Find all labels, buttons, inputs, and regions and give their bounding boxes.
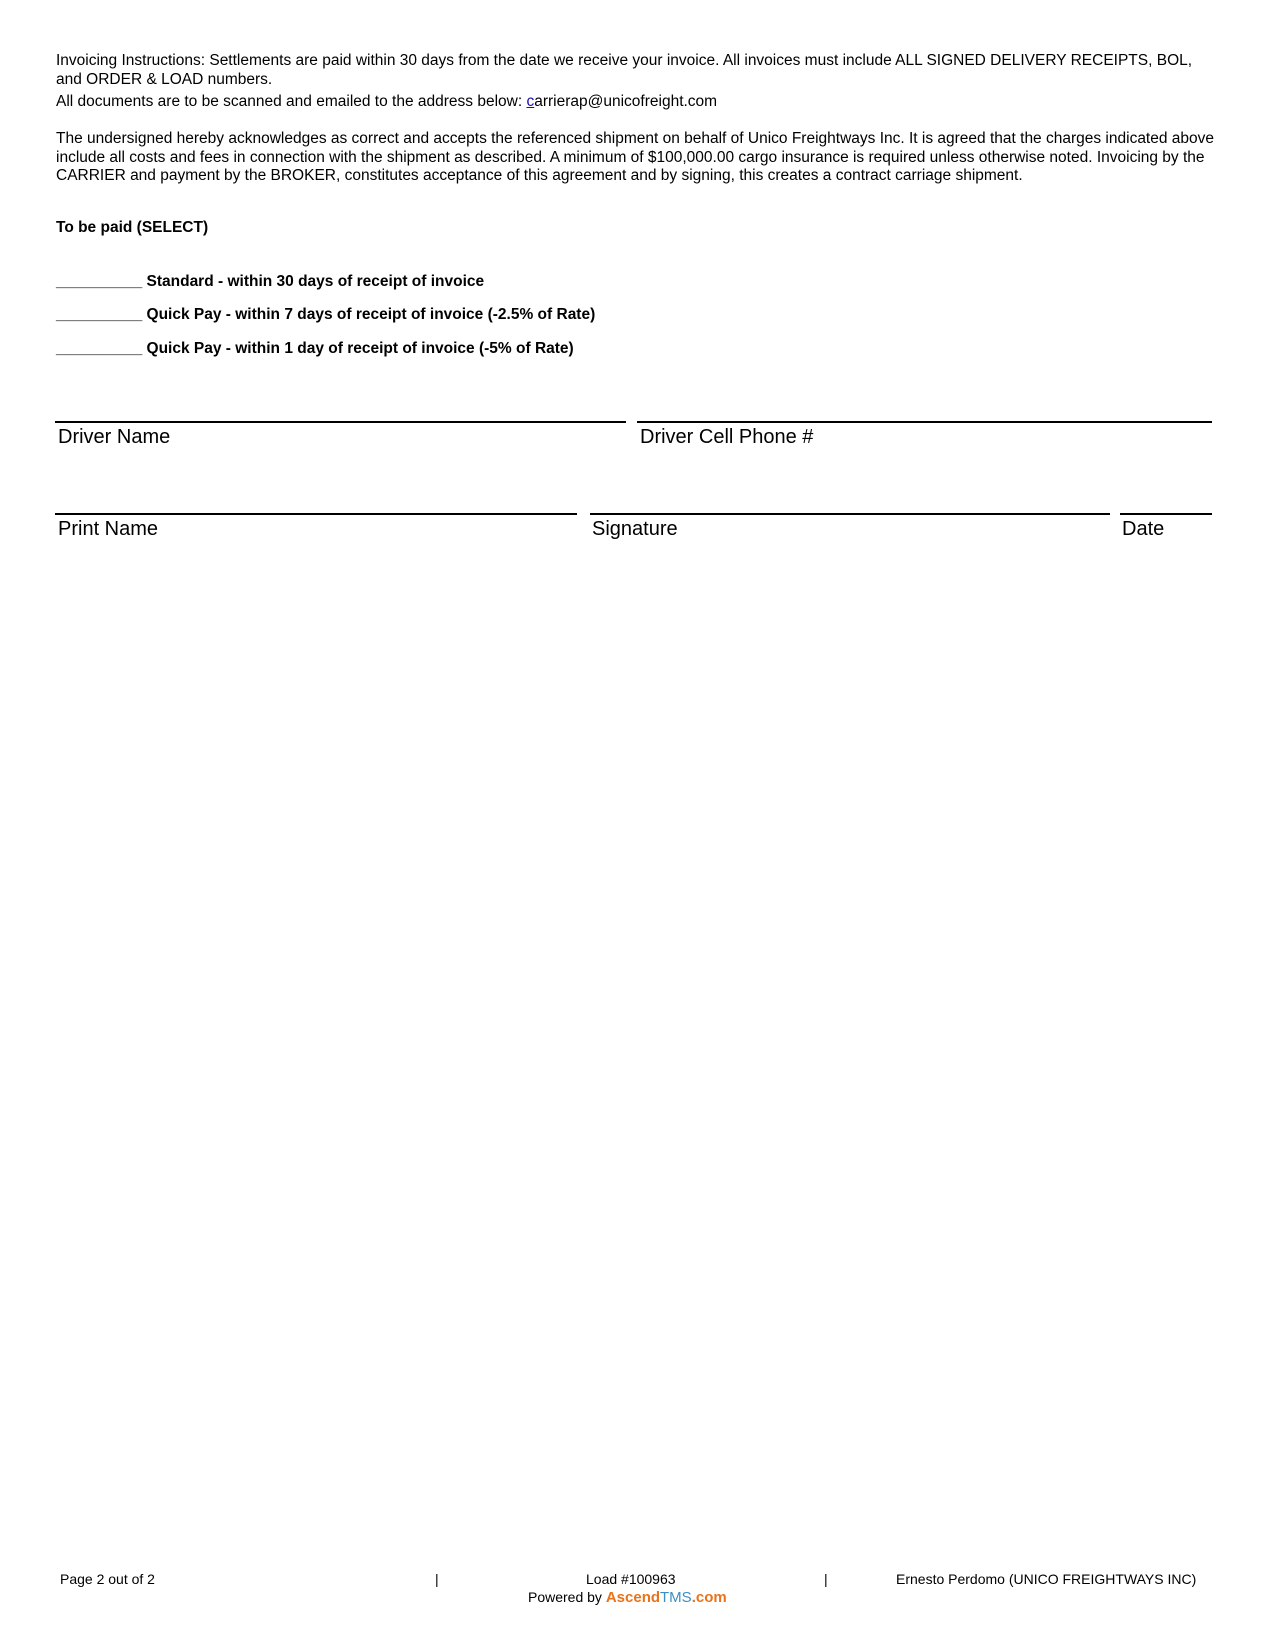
payment-option-standard: __________ Standard - within 30 days of receipt of invoice: [56, 273, 485, 290]
scan-instructions-text: All documents are to be scanned and emailed to the address below:: [56, 93, 527, 110]
driver-name-line[interactable]: [55, 421, 626, 423]
footer-separator-left: |: [435, 1571, 439, 1587]
scan-instructions: [56, 93, 1221, 112]
email-link-first-char[interactable]: c: [526, 93, 535, 110]
load-number: Load #100963: [586, 1571, 676, 1587]
brand-logo-tms: TMS: [660, 1589, 692, 1606]
powered-by-text: Powered by: [528, 1589, 606, 1605]
footer-separator-right: |: [824, 1571, 828, 1587]
powered-by: [528, 1589, 727, 1606]
driver-name-label: Driver Name: [58, 426, 171, 448]
driver-phone-line[interactable]: [637, 421, 1212, 423]
driver-phone-label: Driver Cell Phone #: [640, 426, 814, 448]
payment-option-quick-pay-1-day: __________ Quick Pay - within 1 day of receipt of invoice (-5% of Rate): [56, 340, 574, 357]
date-line[interactable]: [1120, 513, 1212, 515]
page-number: Page 2 out of 2: [60, 1571, 155, 1587]
brand-logo-ascend: Ascend: [605, 1589, 661, 1606]
signature-line[interactable]: [590, 513, 1110, 515]
payment-heading: To be paid (SELECT): [56, 219, 209, 236]
invoicing-instructions: Invoicing Instructions: Settlements are paid within 30 days from the date we receive your invoice. All invoices must include ALL SIGNED DELIVERY RECEIPTS, BOL, and ORDER & LOAD numbers.: [56, 52, 1193, 88]
print-name-label: Print Name: [58, 518, 159, 540]
payment-option-quick-pay-7-day: __________ Quick Pay - within 7 days of receipt of invoice (-2.5% of Rate): [56, 306, 596, 323]
date-label: Date: [1122, 518, 1165, 540]
signature-label: Signature: [592, 518, 678, 540]
print-name-line[interactable]: [55, 513, 577, 515]
acknowledgement-paragraph: The undersigned hereby acknowledges as correct and accepts the referenced shipment on behalf of Unico Freightways Inc. It is agreed that the charges indicated above include all costs and fees in connection with the shipment as described. A minimum of $100,000.00 cargo insurance is required unless otherwise noted. Invoicing by the CARRIER and payment by the BROKER, constitutes acceptance of this agreement and by signing, this creates a contract carriage shipment.: [56, 130, 1215, 184]
footer-company: Ernesto Perdomo (UNICO FREIGHTWAYS INC): [896, 1571, 1197, 1587]
brand-logo-com: .com: [691, 1589, 727, 1606]
email-address-rest: arrierap@unicofreight.com: [534, 93, 718, 110]
